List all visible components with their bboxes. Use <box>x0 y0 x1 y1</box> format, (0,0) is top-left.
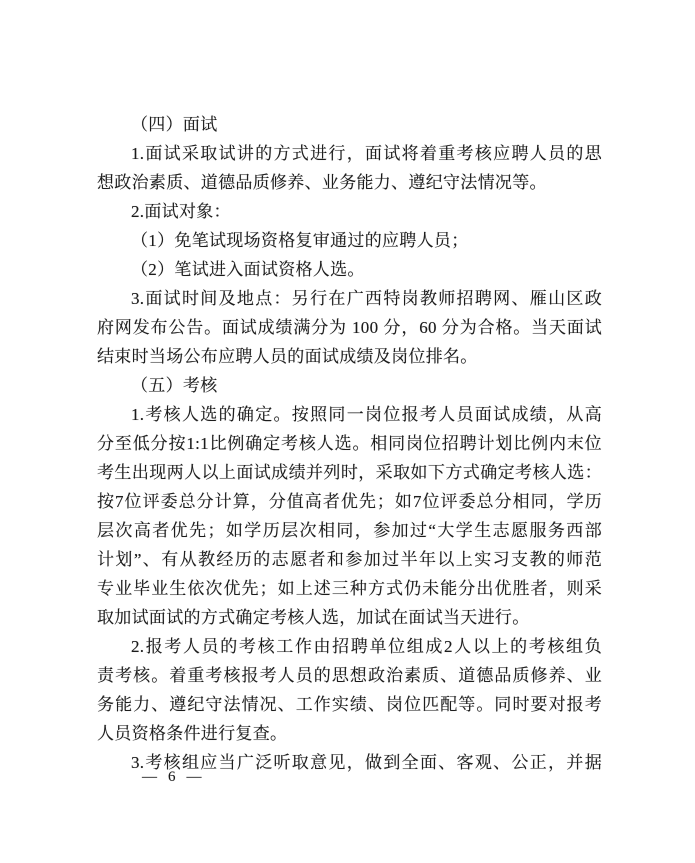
document-line: 分至低分按1:1比例确定考核人选。相同岗位招聘计划比例内末位 <box>97 434 602 453</box>
document-line: 结束时当场公布应聘人员的面试成绩及岗位排名。 <box>97 347 478 366</box>
document-line: 考生出现两人以上面试成绩并列时，采取如下方式确定考核人选： <box>97 463 602 482</box>
page-number-dash-right: — <box>186 768 202 785</box>
document-line: 专业毕业生依次优先；如上述三种方式仍未能分出优胜者，则采 <box>97 579 602 598</box>
page-number-value: 6 <box>168 768 176 785</box>
document-line: （五）考核 <box>131 376 218 395</box>
document-line: 1.面试采取试讲的方式进行，面试将着重考核应聘人员的思 <box>131 144 602 163</box>
document-line: 3.面试时间及地点：另行在广西特岗教师招聘网、雁山区政 <box>131 289 602 308</box>
document-line: 2.报考人员的考核工作由招聘单位组成2人以上的考核组负 <box>131 637 602 656</box>
document-line: 取加试面试的方式确定考核人选，加试在面试当天进行。 <box>97 608 530 627</box>
document-line: （1）免笔试现场资格复审通过的应聘人员； <box>131 231 469 250</box>
document-line: 层次高者优先；如学历层次相同，参加过“大学生志愿服务西部 <box>97 521 602 540</box>
page-number-dash-left: — <box>142 768 157 785</box>
document-line: 人员资格条件进行复查。 <box>97 724 288 743</box>
document-line: 想政治素质、道德品质修养、业务能力、遵纪守法情况等。 <box>97 173 547 192</box>
document-line: 3.考核组应当广泛听取意见，做到全面、客观、公正，并据 <box>131 753 602 772</box>
document-line: 2.面试对象： <box>131 202 231 221</box>
document-line: 1.考核人选的确定。按照同一岗位报考人员面试成绩，从高 <box>131 405 602 424</box>
document-body <box>97 110 602 777</box>
document-line: （2）笔试进入面试资格人选。 <box>131 260 365 279</box>
document-line: 府网发布公告。面试成绩满分为 100 分，60 分为合格。当天面试 <box>97 318 602 337</box>
document-line: 按7位评委总分计算，分值高者优先；如7位评委总分相同，学历 <box>97 492 602 511</box>
document-line: 责考核。着重考核报考人员的思想政治素质、道德品质修养、业 <box>97 666 602 685</box>
page-number <box>142 767 202 787</box>
document-line: 务能力、遵纪守法情况、工作实绩、岗位匹配等。同时要对报考 <box>97 695 602 714</box>
document-line: （四）面试 <box>131 115 218 134</box>
document-line: 计划”、有从教经历的志愿者和参加过半年以上实习支教的师范 <box>97 550 602 569</box>
